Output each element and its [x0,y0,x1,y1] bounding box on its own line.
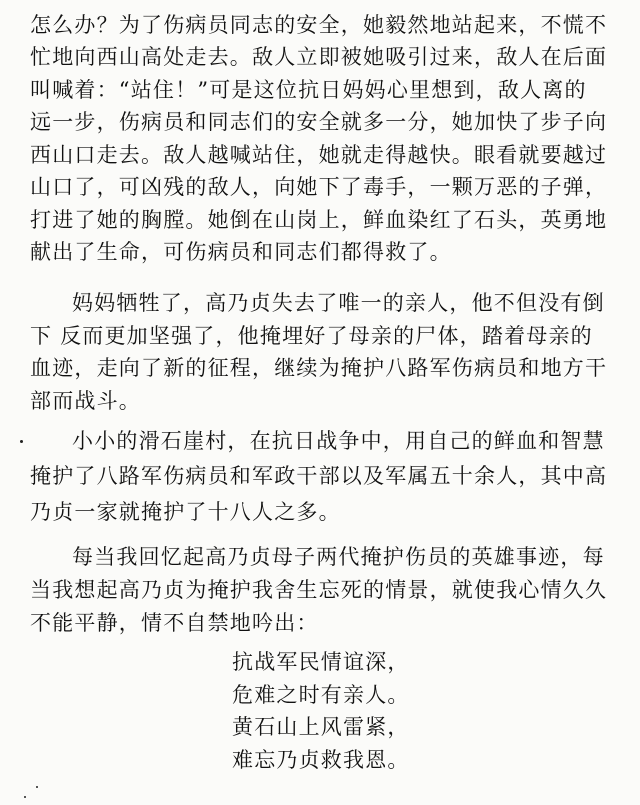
poem-line-2: 危难之时有亲人。 [232,683,410,707]
p1-line-4: 远一步，伤病员和同志们的安全就多一分，她加快了步子向 [30,110,608,134]
p2-line-4: 部而战斗。 [30,389,141,413]
poem-line-1: 抗战军民情谊深， [232,650,410,674]
p1-line-8: 献出了生命，可伤病员和同志们都得救了。 [30,240,452,264]
scan-speck [20,440,23,443]
scan-speck [24,796,26,798]
poem-line-4: 难忘乃贞救我恩。 [232,748,410,772]
p1-line-5: 西山口走去。敌人越喊站住，她就走得越快。眼看就要越过 [30,143,608,167]
p2-line-2: 下 反而更加坚强了，他掩埋好了母亲的尸体，踏着母亲的 [30,324,593,348]
scan-speck [36,786,38,788]
p3-line-2: 掩护了八路军伤病员和军政干部以及军属五十余人，其中高 [30,464,608,488]
p1-line-3: 叫喊着：“站住！”可是这位抗日妈妈心里想到，敌人离的 [30,78,587,102]
p2-line-3: 血迹，走向了新的征程，继续为掩护八路军伤病员和地方干 [30,356,608,380]
p1-line-6: 山口了，可凶残的敌人，向她下了毒手，一颗万恶的子弹， [30,175,608,199]
p1-line-7: 打进了她的胸膛。她倒在山岗上，鲜血染红了石头，英勇地 [30,208,608,232]
p4-line-1: 每当我回忆起高乃贞母子两代掩护伤员的英雄事迹，每 [72,545,605,569]
poem-line-3: 黄石山上风雷紧， [232,715,410,739]
p1-line-2: 忙地向西山高处走去。敌人立即被她吸引过来，敌人在后面 [30,45,608,69]
p1-line-1: 怎么办？为了伤病员同志的安全，她毅然地站起来，不慌不 [30,13,608,37]
p2-line-1: 妈妈牺牲了，高乃贞失去了唯一的亲人，他不但没有倒 [72,291,605,315]
p4-line-3: 不能平静，情不自禁地吟出： [30,611,319,635]
p3-line-1: 小小的滑石崖村，在抗日战争中，用自己的鲜血和智慧 [72,429,605,453]
p3-line-3: 乃贞一家就掩护了十八人之多。 [30,500,341,524]
p4-line-2: 当我想起高乃贞为掩护我舍生忘死的情景，就使我心情久久 [30,578,608,602]
